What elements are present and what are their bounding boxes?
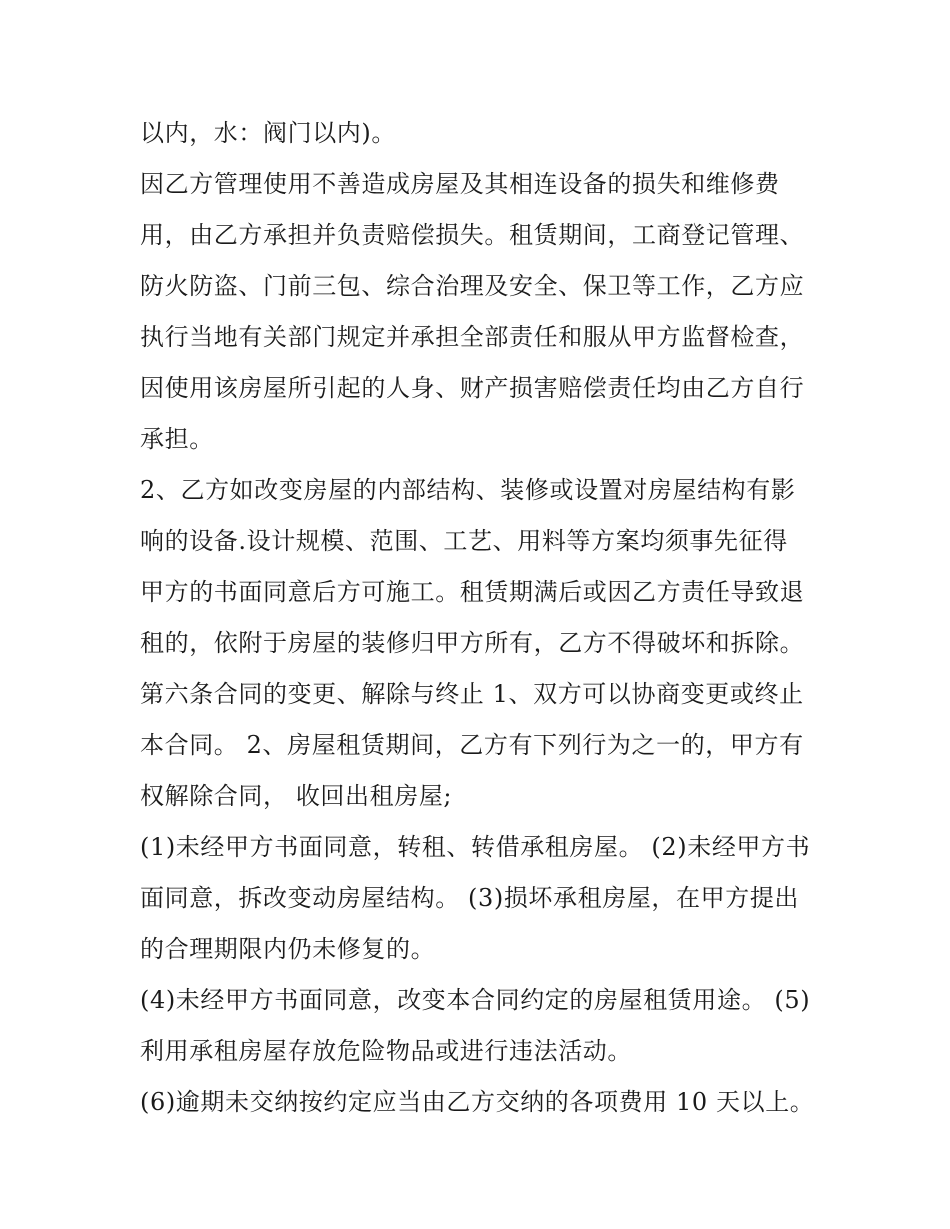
text-line: 第六条合同的变更、解除与终止 1、双方可以协商变更或终止 — [140, 680, 804, 708]
text-line: 响的设备.设计规模、范围、工艺、用料等方案均须事先征得 — [140, 527, 788, 555]
text-line: 承担。 — [140, 425, 214, 453]
text-line: 因乙方管理使用不善造成房屋及其相连设备的损失和维修费 — [140, 170, 780, 198]
text-line: (6)逾期未交纳按约定应当由乙方交纳的各项费用 10 天以上。 — [140, 1088, 815, 1116]
text-line: 权解除合同， 收回出租房屋; — [140, 782, 453, 810]
text-line: 因使用该房屋所引起的人身、财产损害赔偿责任均由乙方自行 — [140, 374, 805, 402]
text-line: 用，由乙方承担并负责赔偿损失。租赁期间，工商登记管理、 — [140, 221, 805, 249]
text-line: 本合同。 2、房屋租赁期间，乙方有下列行为之一的，甲方有 — [140, 731, 804, 759]
text-line: 以内，水：阀门以内)。 — [140, 119, 396, 147]
text-line: 的合理期限内仍未修复的。 — [140, 935, 436, 963]
text-line: 利用承租房屋存放危险物品或进行违法活动。 — [140, 1037, 632, 1065]
text-line: (4)未经甲方书面同意，改变本合同约定的房屋租赁用途。 (5) — [140, 986, 811, 1014]
text-line: 甲方的书面同意后方可施工。租赁期满后或因乙方责任导致退 — [140, 578, 805, 606]
text-line: 执行当地有关部门规定并承担全部责任和服从甲方监督检查， — [140, 323, 805, 351]
document-body — [140, 108, 820, 1128]
text-line: 防火防盗、门前三包、综合治理及安全、保卫等工作，乙方应 — [140, 272, 805, 300]
text-line: (1)未经甲方书面同意，转租、转借承租房屋。 (2)未经甲方书 — [140, 833, 811, 861]
text-line: 面同意，拆改变动房屋结构。 (3)损坏承租房屋，在甲方提出 — [140, 884, 800, 912]
text-line: 2、乙方如改变房屋的内部结构、装修或设置对房屋结构有影 — [140, 476, 796, 504]
text-line: 租的，依附于房屋的装修归甲方所有，乙方不得破坏和拆除。 — [140, 629, 805, 657]
